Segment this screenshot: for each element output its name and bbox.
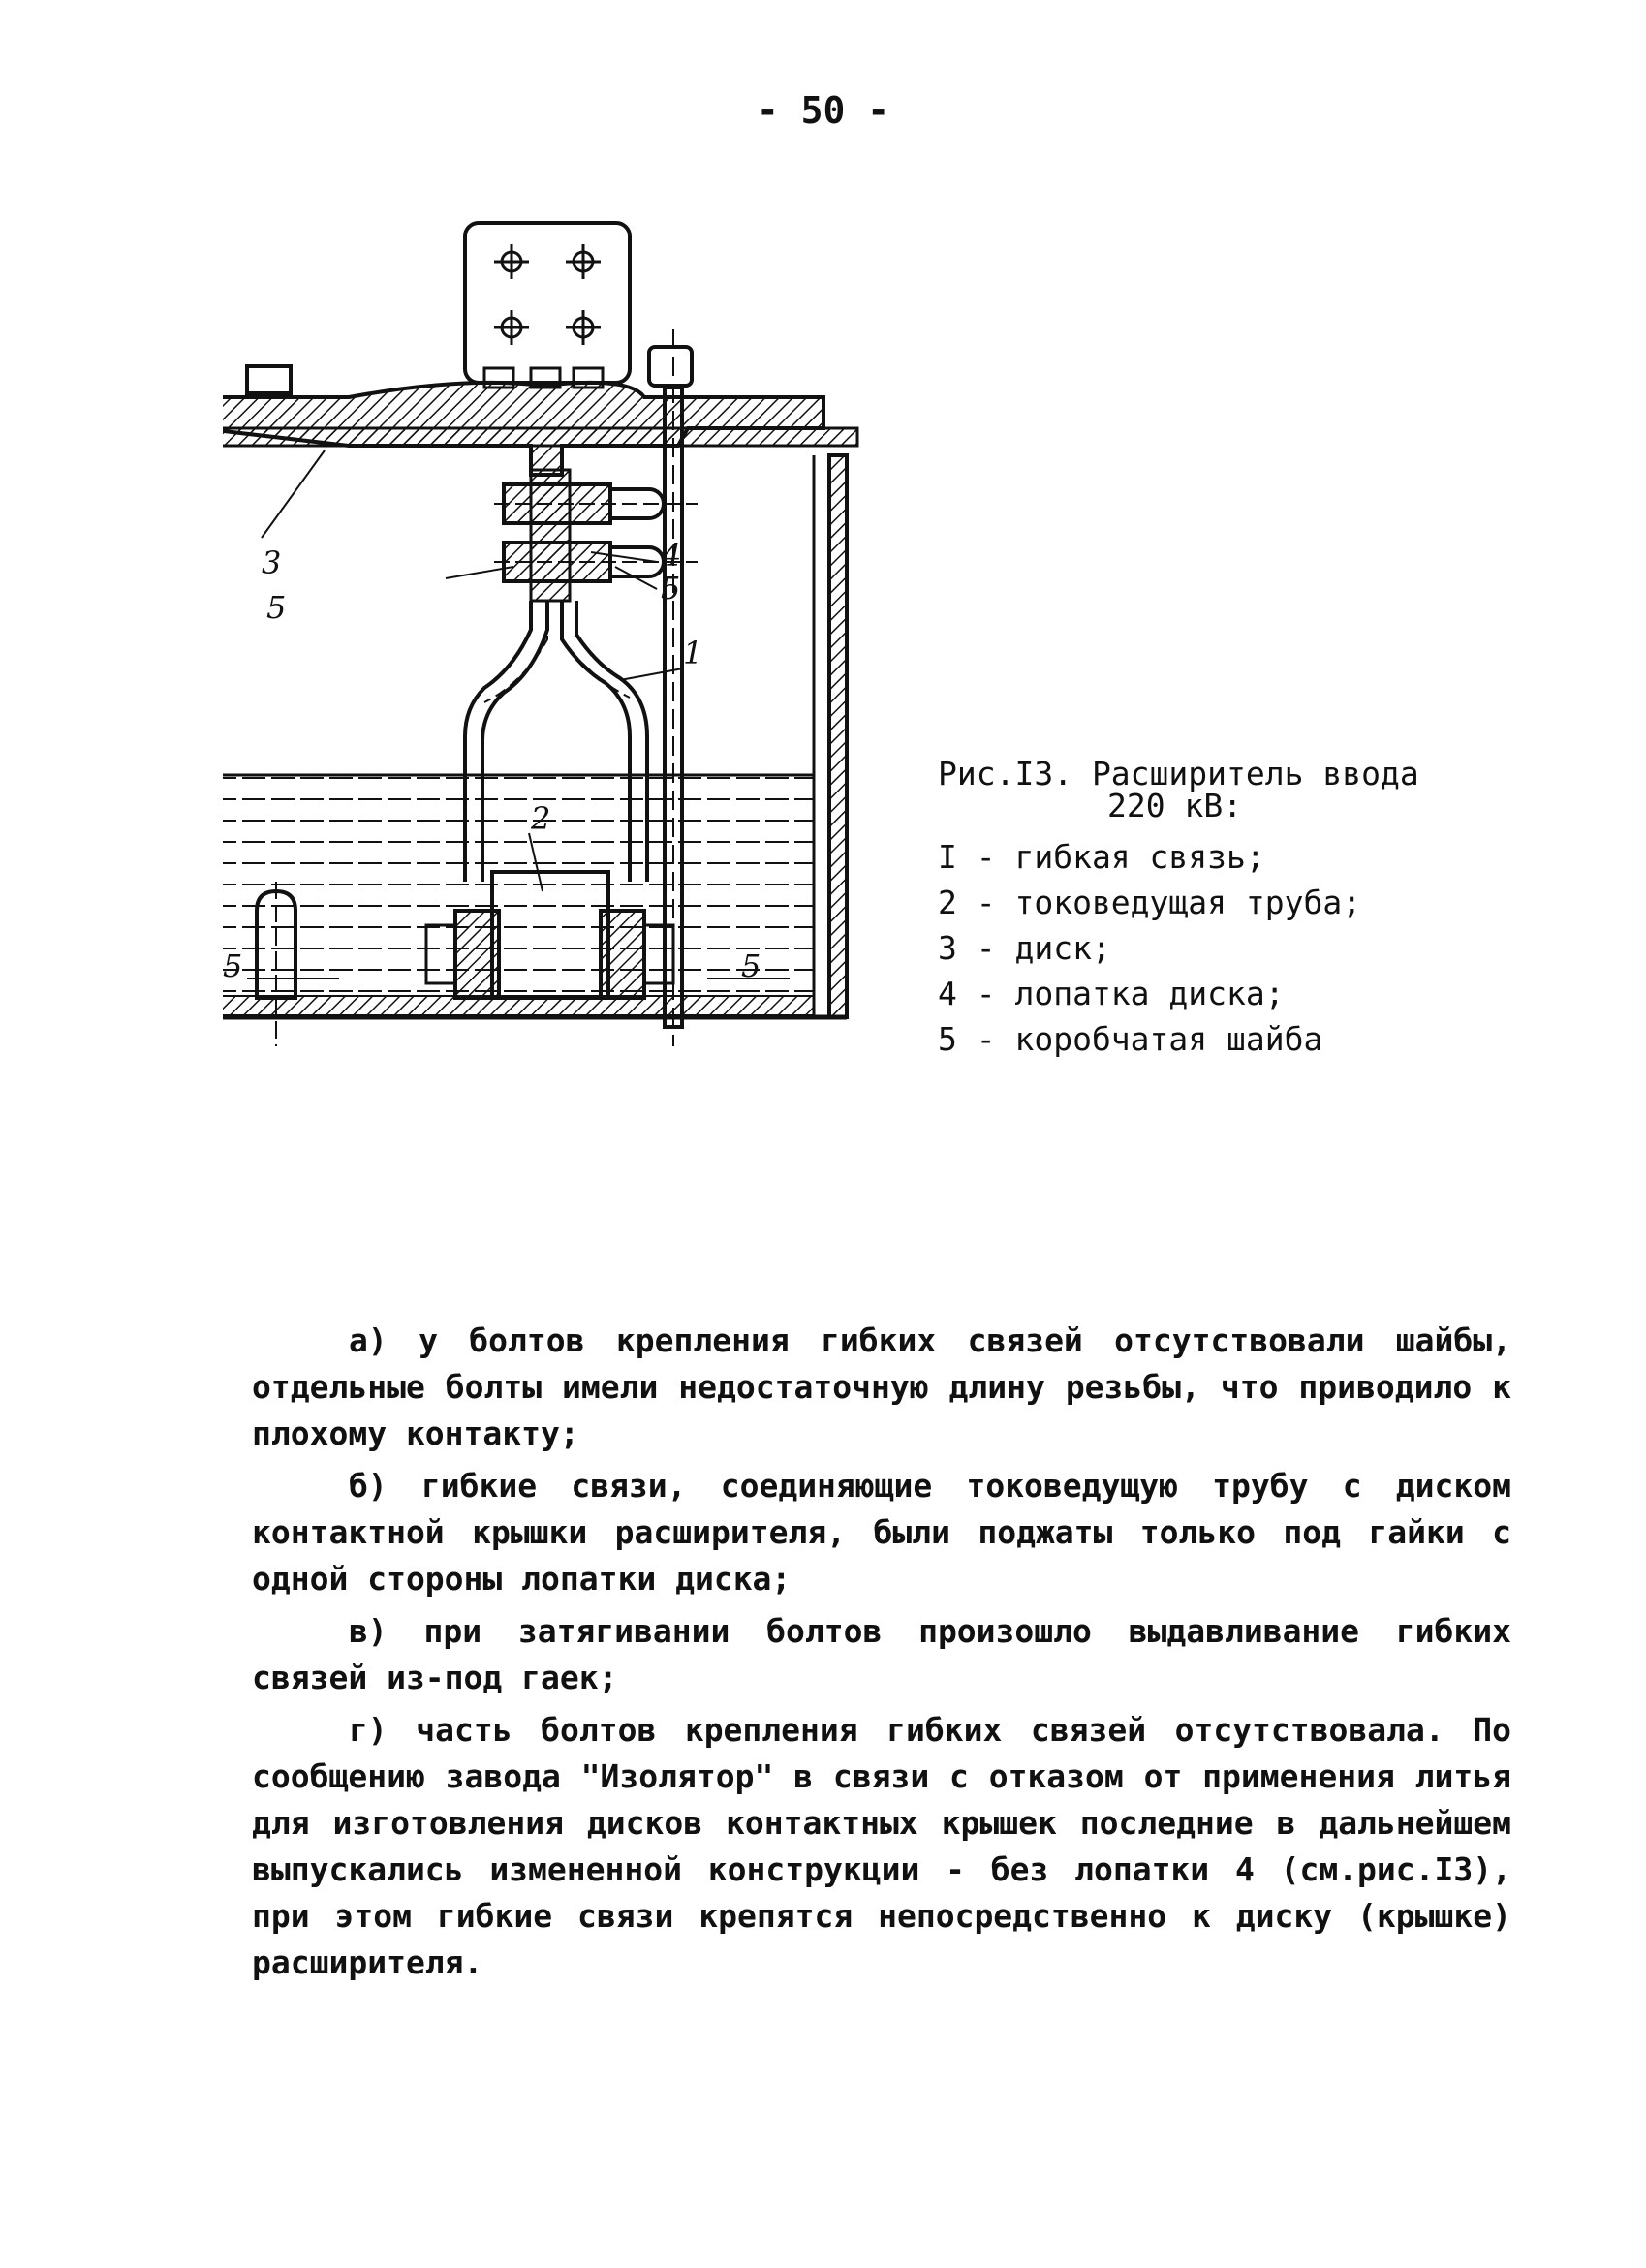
paragraph-v: в) при затягивании болтов произошло выдавливание гибких связей из-под гаек; — [252, 1612, 1511, 1696]
callout-1: 1 — [683, 635, 703, 671]
paragraph-g: г) часть болтов крепления гибких связей отсутствовала. По сообщению завода "Изолятор" в связи с отказом от применения литья для изготовления дисков контактных крышек последние в дальнейшем выпускались измененной конструкции - без лопатки 4 (см.рис.I3), при этом гибкие связи крепятся непосредственно к диску (крышке) расширителя. — [252, 1711, 1511, 1981]
legend-item: 2 - токоведущая труба; — [938, 884, 1362, 921]
paragraph-b: б) гибкие связи, соединяющие токоведущую трубу с диском контактной крышки расширителя, были поджаты только под гайки с одной стороны лопатки диска; — [252, 1467, 1511, 1598]
body-text — [252, 1318, 1511, 1992]
callout-5-upper-right: 5 — [661, 570, 681, 606]
page-number: - 50 - — [756, 89, 890, 132]
mounting-bracket — [465, 223, 630, 383]
callout-5-lower-left: 5 — [223, 948, 243, 984]
oil — [223, 775, 814, 998]
legend-item: 3 - диск; — [938, 929, 1111, 967]
callout-4: 4 — [662, 537, 682, 574]
callout-2: 2 — [531, 800, 551, 837]
bracket-holes — [494, 244, 601, 345]
legend-item: 4 - лопатка диска; — [938, 975, 1285, 1012]
callout-5-lower-right: 5 — [741, 948, 761, 984]
legend-item: I - гибкая связь; — [938, 838, 1265, 876]
paragraph-a: а) у болтов крепления гибких связей отсутствовали шайбы, отдельные болты имели недостаточную длину резьбы, что приводило к плохому контакту; — [252, 1321, 1511, 1452]
caption-title — [938, 751, 1480, 828]
callout-3: 3 — [262, 544, 282, 581]
callout-5-upper-left: 5 — [266, 589, 287, 626]
expander-drawing — [223, 213, 901, 1250]
caption-title-line-2: 220 кВ: — [1107, 787, 1243, 824]
legend-item: 5 - коробчатая шайба — [938, 1020, 1323, 1058]
figure-legend — [938, 834, 1480, 1062]
caption-title-line-1: Рис.I3. Расширитель ввода — [938, 755, 1419, 792]
figure-caption — [938, 751, 1480, 1062]
tank-wall-right — [829, 455, 847, 1017]
